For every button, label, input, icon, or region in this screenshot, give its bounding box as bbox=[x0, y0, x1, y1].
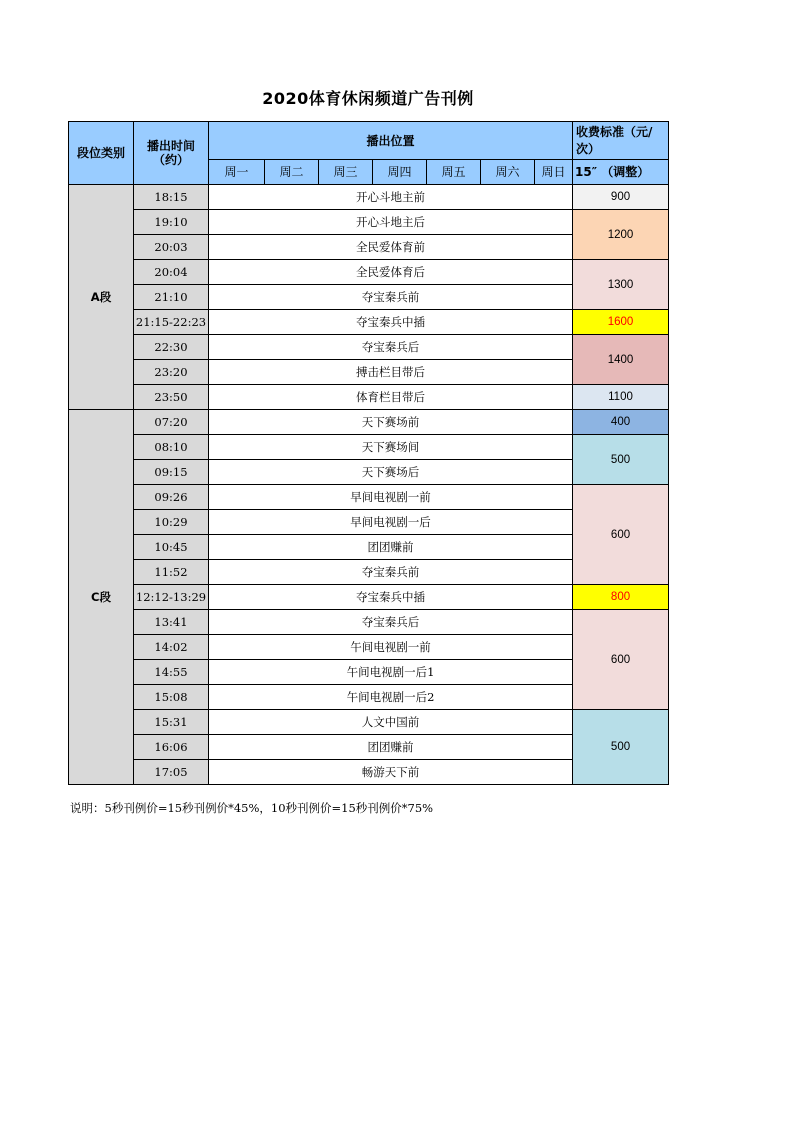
price-cell: 1200 bbox=[573, 210, 669, 260]
day-header-thu: 周四 bbox=[373, 160, 427, 185]
airtime-cell: 13:41 bbox=[134, 610, 209, 635]
table-row bbox=[69, 410, 669, 435]
position-header: 播出位置 bbox=[209, 122, 573, 160]
airtime-header-line2: （约） bbox=[152, 153, 189, 167]
price-cell: 900 bbox=[573, 185, 669, 210]
table-row bbox=[69, 185, 669, 210]
table-row bbox=[69, 385, 669, 410]
table-row bbox=[69, 310, 669, 335]
segment-label: A段 bbox=[69, 185, 134, 410]
airtime-cell: 23:50 bbox=[134, 385, 209, 410]
table-row bbox=[69, 610, 669, 635]
price-cell: 400 bbox=[573, 410, 669, 435]
airtime-cell: 09:26 bbox=[134, 485, 209, 510]
position-cell: 体育栏目带后 bbox=[209, 385, 573, 410]
position-cell: 开心斗地主前 bbox=[209, 185, 573, 210]
airtime-cell: 10:45 bbox=[134, 535, 209, 560]
price-cell: 800 bbox=[573, 585, 669, 610]
price-cell: 600 bbox=[573, 610, 669, 710]
price-cell: 500 bbox=[573, 435, 669, 485]
day-header-fri: 周五 bbox=[427, 160, 481, 185]
day-header-sun: 周日 bbox=[535, 160, 573, 185]
table-row bbox=[69, 435, 669, 460]
airtime-cell: 20:04 bbox=[134, 260, 209, 285]
position-cell: 畅游天下前 bbox=[209, 760, 573, 785]
airtime-cell: 19:10 bbox=[134, 210, 209, 235]
airtime-cell: 14:02 bbox=[134, 635, 209, 660]
position-cell: 午间电视剧一后1 bbox=[209, 660, 573, 685]
airtime-cell: 23:20 bbox=[134, 360, 209, 385]
table-row bbox=[69, 335, 669, 360]
price-cell: 600 bbox=[573, 485, 669, 585]
position-cell: 夺宝秦兵中插 bbox=[209, 585, 573, 610]
airtime-header bbox=[134, 122, 209, 185]
airtime-cell: 20:03 bbox=[134, 235, 209, 260]
position-cell: 天下赛场后 bbox=[209, 460, 573, 485]
position-cell: 人文中国前 bbox=[209, 710, 573, 735]
day-header-sat: 周六 bbox=[481, 160, 535, 185]
day-header-wed: 周三 bbox=[319, 160, 373, 185]
position-cell: 天下赛场间 bbox=[209, 435, 573, 460]
airtime-cell: 18:15 bbox=[134, 185, 209, 210]
rate-card-table bbox=[68, 121, 669, 785]
price-header: 收费标准（元/次） bbox=[573, 122, 669, 160]
price-cell: 1400 bbox=[573, 335, 669, 385]
price-cell: 1600 bbox=[573, 310, 669, 335]
table-row bbox=[69, 710, 669, 735]
price-cell: 1300 bbox=[573, 260, 669, 310]
price-cell: 500 bbox=[573, 710, 669, 785]
airtime-cell: 15:31 bbox=[134, 710, 209, 735]
table-row bbox=[69, 485, 669, 510]
position-cell: 早间电视剧一后 bbox=[209, 510, 573, 535]
table-row bbox=[69, 260, 669, 285]
airtime-cell: 09:15 bbox=[134, 460, 209, 485]
position-cell: 早间电视剧一前 bbox=[209, 485, 573, 510]
position-cell: 午间电视剧一前 bbox=[209, 635, 573, 660]
page-title: 2020体育休闲频道广告刊例 bbox=[262, 89, 474, 108]
position-cell: 搏击栏目带后 bbox=[209, 360, 573, 385]
position-cell: 夺宝秦兵后 bbox=[209, 610, 573, 635]
price-cell: 1100 bbox=[573, 385, 669, 410]
airtime-cell: 08:10 bbox=[134, 435, 209, 460]
airtime-cell: 15:08 bbox=[134, 685, 209, 710]
position-cell: 团团赚前 bbox=[209, 535, 573, 560]
airtime-cell: 21:15-22:23 bbox=[134, 310, 209, 335]
airtime-cell: 10:29 bbox=[134, 510, 209, 535]
position-cell: 全民爱体育后 bbox=[209, 260, 573, 285]
segment-header: 段位类别 bbox=[69, 122, 134, 185]
airtime-cell: 11:52 bbox=[134, 560, 209, 585]
segment-label: C段 bbox=[69, 410, 134, 785]
position-cell: 天下赛场前 bbox=[209, 410, 573, 435]
airtime-cell: 16:06 bbox=[134, 735, 209, 760]
standard-header: 15″ （调整） bbox=[573, 160, 669, 185]
footnote: 说明：5秒刊例价=15秒刊例价*45%，10秒刊例价=15秒刊例价*75% bbox=[70, 801, 434, 815]
airtime-cell: 21:10 bbox=[134, 285, 209, 310]
airtime-cell: 22:30 bbox=[134, 335, 209, 360]
position-cell: 午间电视剧一后2 bbox=[209, 685, 573, 710]
airtime-cell: 07:20 bbox=[134, 410, 209, 435]
position-cell: 夺宝秦兵前 bbox=[209, 285, 573, 310]
table-row bbox=[69, 585, 669, 610]
airtime-cell: 17:05 bbox=[134, 760, 209, 785]
position-cell: 全民爱体育前 bbox=[209, 235, 573, 260]
day-header-tue: 周二 bbox=[265, 160, 319, 185]
position-cell: 开心斗地主后 bbox=[209, 210, 573, 235]
day-header-mon: 周一 bbox=[209, 160, 265, 185]
position-cell: 团团赚前 bbox=[209, 735, 573, 760]
position-cell: 夺宝秦兵中插 bbox=[209, 310, 573, 335]
position-cell: 夺宝秦兵前 bbox=[209, 560, 573, 585]
airtime-cell: 14:55 bbox=[134, 660, 209, 685]
airtime-cell: 12:12-13:29 bbox=[134, 585, 209, 610]
table-row bbox=[69, 210, 669, 235]
airtime-header-line1: 播出时间 bbox=[146, 139, 195, 153]
position-cell: 夺宝秦兵后 bbox=[209, 335, 573, 360]
